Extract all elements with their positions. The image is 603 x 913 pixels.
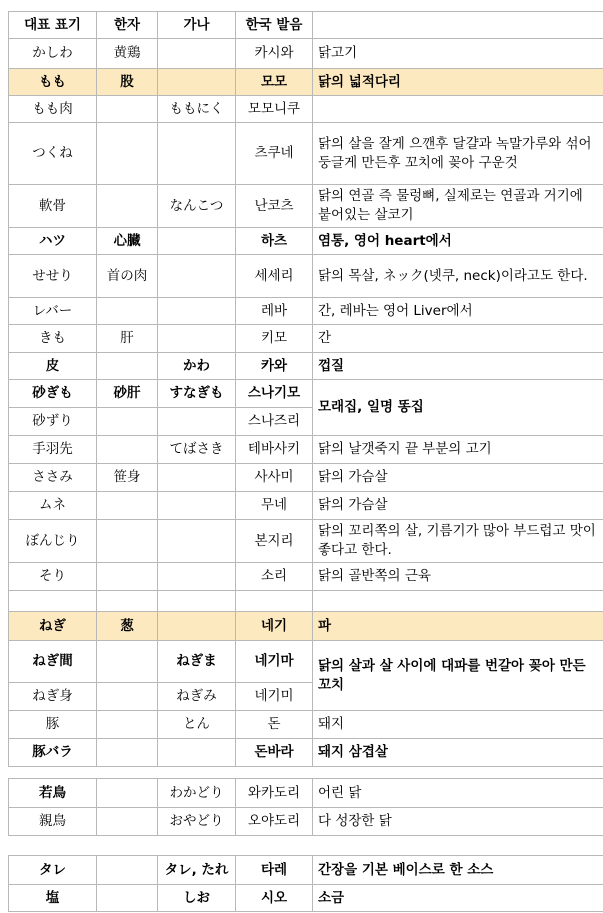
term-cell: ささみ [9, 464, 97, 492]
table-row [9, 353, 603, 380]
korean-pronunciation-cell: 무네 [236, 492, 313, 520]
seasoning-table [8, 855, 603, 912]
meaning-cell: 닭의 가슴살 [313, 464, 603, 492]
meaning-cell: 닭고기 [313, 39, 603, 69]
kanji-cell [97, 641, 158, 683]
kanji-cell [97, 123, 158, 185]
kanji-cell [97, 591, 158, 612]
korean-pronunciation-cell: 키모 [236, 325, 313, 353]
korean-pronunciation-cell: 네기마 [236, 641, 313, 683]
kanji-cell [97, 492, 158, 520]
table-row [9, 520, 603, 563]
kana-cell: ももにく [158, 96, 236, 123]
term-cell [9, 591, 97, 612]
kanji-cell [97, 185, 158, 228]
term-cell: 豚 [9, 711, 97, 739]
kana-cell [158, 69, 236, 96]
term-cell: ムネ [9, 492, 97, 520]
term-cell: 塩 [9, 885, 97, 912]
korean-pronunciation-cell: 시오 [236, 885, 313, 912]
meaning-cell: 소금 [313, 885, 603, 912]
kanji-cell [97, 885, 158, 912]
meaning-cell: 닭의 꼬리쪽의 살, 기름기가 많아 부드럽고 맛이 좋다고 한다. [313, 520, 603, 563]
kanji-cell: 葱 [97, 612, 158, 641]
meaning-cell: 껍질 [313, 353, 603, 380]
korean-pronunciation-cell: 모모니쿠 [236, 96, 313, 123]
korean-pronunciation-cell: 와카도리 [236, 779, 313, 808]
table-row [9, 380, 603, 408]
kanji-cell [97, 808, 158, 836]
korean-pronunciation-cell: 카와 [236, 353, 313, 380]
table-row [9, 711, 603, 739]
term-cell: もも [9, 69, 97, 96]
kana-cell [158, 739, 236, 767]
term-cell: そり [9, 563, 97, 591]
table-row [9, 492, 603, 520]
term-cell: 手羽先 [9, 436, 97, 464]
kana-cell [158, 591, 236, 612]
kana-cell [158, 612, 236, 641]
table-row [9, 325, 603, 353]
kanji-cell: 砂肝 [97, 380, 158, 408]
korean-pronunciation-cell: 세세리 [236, 255, 313, 298]
meaning-cell: 간 [313, 325, 603, 353]
term-cell: つくね [9, 123, 97, 185]
header-representative: 대표 표기 [9, 12, 97, 39]
korean-pronunciation-cell: 사사미 [236, 464, 313, 492]
kana-cell: わかどり [158, 779, 236, 808]
term-cell: かしわ [9, 39, 97, 69]
meaning-cell [313, 96, 603, 123]
kana-cell: しお [158, 885, 236, 912]
term-cell: 砂ぎも [9, 380, 97, 408]
term-cell: ぼんじり [9, 520, 97, 563]
kanji-cell [97, 298, 158, 325]
term-cell: ねぎ [9, 612, 97, 641]
kanji-cell [97, 779, 158, 808]
meaning-cell: 돼지 [313, 711, 603, 739]
kanji-cell: 笹身 [97, 464, 158, 492]
table-row [9, 885, 603, 912]
table-row [9, 298, 603, 325]
kana-cell: おやどり [158, 808, 236, 836]
korean-pronunciation-cell: 돈바라 [236, 739, 313, 767]
kanji-cell [97, 711, 158, 739]
kanji-cell [97, 563, 158, 591]
kana-cell: すなぎも [158, 380, 236, 408]
kana-cell [158, 408, 236, 436]
meaning-cell: 닭의 연골 즉 물렁뼈, 실제로는 연골과 거기에 붙어있는 살코기 [313, 185, 603, 228]
korean-pronunciation-cell: 본지리 [236, 520, 313, 563]
term-cell: ハツ [9, 228, 97, 255]
kanji-cell [97, 739, 158, 767]
kanji-cell: 肝 [97, 325, 158, 353]
kana-cell [158, 563, 236, 591]
table-row [9, 612, 603, 641]
korean-pronunciation-cell: 하츠 [236, 228, 313, 255]
meaning-cell: 간, 레바는 영어 Liver에서 [313, 298, 603, 325]
kana-cell [158, 298, 236, 325]
meaning-cell: 간장을 기본 베이스로 한 소스 [313, 856, 603, 885]
header-kanji: 한자 [97, 12, 158, 39]
korean-pronunciation-cell: 테바사키 [236, 436, 313, 464]
kana-cell [158, 464, 236, 492]
korean-pronunciation-cell: 난코츠 [236, 185, 313, 228]
chicken-type-table [8, 778, 603, 836]
table-row [9, 69, 603, 96]
kanji-cell [97, 96, 158, 123]
meaning-cell: 어린 닭 [313, 779, 603, 808]
kana-cell [158, 255, 236, 298]
table-row [9, 779, 603, 808]
header-meaning [313, 12, 603, 39]
kanji-cell: 心臓 [97, 228, 158, 255]
korean-pronunciation-cell: 타레 [236, 856, 313, 885]
meaning-cell: 닭의 가슴살 [313, 492, 603, 520]
term-cell: 砂ずり [9, 408, 97, 436]
korean-pronunciation-cell: 레바 [236, 298, 313, 325]
meaning-cell: 돼지 삼겹살 [313, 739, 603, 767]
kana-cell: てばさき [158, 436, 236, 464]
kanji-cell: 股 [97, 69, 158, 96]
table-row [9, 255, 603, 298]
term-cell: レバー [9, 298, 97, 325]
korean-pronunciation-cell: 소리 [236, 563, 313, 591]
kana-cell: ねぎま [158, 641, 236, 683]
yakitori-terms-table [8, 11, 603, 767]
kanji-cell: 首の肉 [97, 255, 158, 298]
term-cell: きも [9, 325, 97, 353]
table-row [9, 228, 603, 255]
term-cell: 親鳥 [9, 808, 97, 836]
table-row [9, 563, 603, 591]
kanji-cell [97, 520, 158, 563]
korean-pronunciation-cell: 네기미 [236, 683, 313, 711]
table-row [9, 123, 603, 185]
term-cell: 豚バラ [9, 739, 97, 767]
table-row [9, 185, 603, 228]
korean-pronunciation-cell: 스나즈리 [236, 408, 313, 436]
korean-pronunciation-cell [236, 591, 313, 612]
meaning-cell: 닭의 넓적다리 [313, 69, 603, 96]
header-korean-pronunciation: 한국 발음 [236, 12, 313, 39]
kanji-cell: 黄鶏 [97, 39, 158, 69]
term-cell: タレ [9, 856, 97, 885]
kana-cell: かわ [158, 353, 236, 380]
kana-cell [158, 39, 236, 69]
kanji-cell [97, 683, 158, 711]
meaning-cell: 다 성장한 닭 [313, 808, 603, 836]
kana-cell [158, 492, 236, 520]
meaning-cell: 닭의 날갯죽지 끝 부분의 고기 [313, 436, 603, 464]
kana-cell: ねぎみ [158, 683, 236, 711]
meaning-cell: 염통, 영어 heart에서 [313, 228, 603, 255]
table-row [9, 739, 603, 767]
table-row [9, 808, 603, 836]
term-cell: せせり [9, 255, 97, 298]
term-cell: もも肉 [9, 96, 97, 123]
kana-cell: タレ, たれ [158, 856, 236, 885]
meaning-cell: 닭의 살을 잘게 으깬후 달걀과 녹말가루와 섞어 둥글게 만든후 꼬치에 꽂아 구운것 [313, 123, 603, 185]
korean-pronunciation-cell: 돈 [236, 711, 313, 739]
meaning-cell: 파 [313, 612, 603, 641]
kanji-cell [97, 856, 158, 885]
term-cell: 若鳥 [9, 779, 97, 808]
korean-pronunciation-cell: 츠쿠네 [236, 123, 313, 185]
korean-pronunciation-cell: 스나기모 [236, 380, 313, 408]
korean-pronunciation-cell: 네기 [236, 612, 313, 641]
table-row [9, 436, 603, 464]
kana-cell [158, 520, 236, 563]
kanji-cell [97, 408, 158, 436]
table-row [9, 96, 603, 123]
table-header-row [9, 12, 603, 39]
kana-cell [158, 123, 236, 185]
kana-cell [158, 228, 236, 255]
table-row [9, 856, 603, 885]
meaning-cell: 모래집, 일명 똥집 [313, 380, 603, 436]
table-row [9, 641, 603, 683]
table-row [9, 39, 603, 69]
korean-pronunciation-cell: 모모 [236, 69, 313, 96]
meaning-cell [313, 591, 603, 612]
header-kana: 가나 [158, 12, 236, 39]
kanji-cell [97, 436, 158, 464]
kana-cell: なんこつ [158, 185, 236, 228]
meaning-cell: 닭의 살과 살 사이에 대파를 번갈아 꽂아 만든 꼬치 [313, 641, 603, 711]
term-cell: ねぎ間 [9, 641, 97, 683]
meaning-cell: 닭의 목살, ネック(넷쿠, neck)이라고도 한다. [313, 255, 603, 298]
term-cell: 軟骨 [9, 185, 97, 228]
meaning-cell: 닭의 골반쪽의 근육 [313, 563, 603, 591]
korean-pronunciation-cell: 카시와 [236, 39, 313, 69]
table-row [9, 464, 603, 492]
table-row [9, 591, 603, 612]
term-cell: 皮 [9, 353, 97, 380]
term-cell: ねぎ身 [9, 683, 97, 711]
kanji-cell [97, 353, 158, 380]
kana-cell: とん [158, 711, 236, 739]
kana-cell [158, 325, 236, 353]
korean-pronunciation-cell: 오야도리 [236, 808, 313, 836]
